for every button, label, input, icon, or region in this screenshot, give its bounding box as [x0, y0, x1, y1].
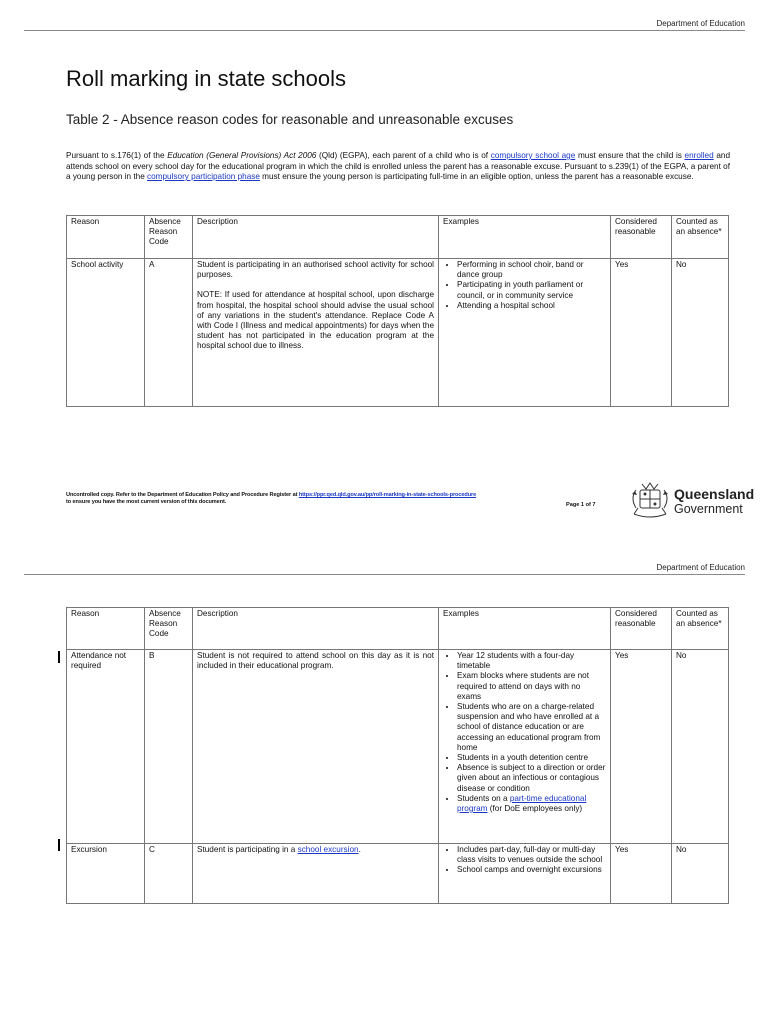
list-item: • Year 12 students with a four-day timetable [457, 651, 606, 671]
list-item: • Students who are on a charge-related suspension and who have enrolled at a school of distance education or are accessing an educational program from home [457, 702, 606, 753]
page-header [24, 554, 745, 575]
description-cell [193, 844, 439, 904]
school-excursion-link[interactable]: school excursion [297, 845, 359, 854]
queensland-wordmark: Queensland [674, 486, 755, 502]
page-footer [66, 492, 476, 506]
code-cell: C [145, 844, 193, 904]
change-bar [58, 839, 60, 851]
list-item: • Participating in youth parliament or council, or in community service [457, 280, 606, 300]
examples-list [443, 260, 606, 311]
description-text: Student is participating in an authorised school activity for school purposes. [197, 260, 434, 280]
col-header-absence: Counted as an absence* [672, 216, 729, 259]
col-header-description: Description [193, 608, 439, 650]
col-header-description: Description [193, 216, 439, 259]
part-time-program-link[interactable]: part-time educational program [457, 793, 587, 814]
reason-cell: School activity [67, 259, 145, 407]
reasonable-cell: Yes [611, 259, 672, 407]
examples-cell [439, 844, 611, 904]
example-text: (for DoE employees only) [487, 804, 583, 814]
compulsory-participation-phase-link[interactable]: compulsory participation phase [147, 172, 260, 182]
intro-text: must ensure the young person is participating full-time in an eligible option, unless the parent has a reasonable excuse. [259, 172, 694, 182]
table-row [67, 650, 729, 844]
footer-text: Uncontrolled copy. Refer to the Department of Education Policy and Procedure Register at [66, 492, 299, 498]
list-item: • School camps and overnight excursions [457, 865, 606, 875]
list-item: • Attending a hospital school [457, 301, 606, 311]
list-item: • Performing in school choir, band or dance group [457, 260, 606, 280]
table-caption: Table 2 - Absence reason codes for reasonable and unreasonable excuses [66, 112, 514, 127]
intro-text: Pursuant to s.176(1) of the [66, 151, 168, 160]
code-cell: A [145, 259, 193, 407]
absence-table-page1 [66, 215, 729, 407]
col-header-reasonable: Considered reasonable [611, 608, 672, 650]
col-header-code: Absence Reason Code [145, 216, 193, 259]
absence-table-page2 [66, 607, 729, 904]
page-2 [0, 548, 768, 1024]
department-label: Department of Education [656, 563, 745, 572]
table-row [67, 259, 729, 407]
list-item: • Students in a youth detention centre [457, 753, 606, 763]
reasonable-cell: Yes [611, 650, 672, 844]
description-text: . [358, 845, 361, 854]
compulsory-school-age-link[interactable]: compulsory school age [490, 151, 576, 160]
act-name: Education (General Provisions) Act 2006 [167, 151, 317, 160]
intro-text: and attends school on every school day for the educational program in which the child is enrolled unless the parent has a reasonable excuse. Pursuant to s.239(1) of the EGPA, a parent of a young person in the [66, 151, 731, 182]
government-wordmark: Government [674, 502, 743, 516]
change-bar [58, 651, 60, 663]
department-label: Department of Education [656, 19, 745, 28]
example-text: Students on a [457, 793, 510, 803]
document-title: Roll marking in state schools [66, 66, 347, 91]
table-header-row [67, 216, 729, 259]
col-header-examples: Examples [439, 216, 611, 259]
table-row [67, 844, 729, 904]
reasonable-cell: Yes [611, 844, 672, 904]
examples-list [443, 651, 606, 814]
intro-paragraph [66, 151, 730, 183]
page-header [24, 10, 745, 31]
absence-cell: No [672, 650, 729, 844]
col-header-examples: Examples [439, 608, 611, 650]
list-item: • Includes part-day, full-day or multi-day class visits to venues outside the school [457, 845, 606, 865]
description-note: NOTE: If used for attendance at hospital school, upon discharge from hospital, the hospital school should advise the usual school of any variations in the student's attendance. Replace Code A with Code I (Illness and medical appointments) for days when the student has not participated in the education program at the hospital school due to illness. [197, 290, 434, 351]
col-header-reasonable: Considered reasonable [611, 216, 672, 259]
reason-cell: Excursion [67, 844, 145, 904]
description-text: Student is participating in a [197, 845, 298, 854]
list-item: • Absence is subject to a direction or order given about an infectious or contagious disease or condition [457, 763, 606, 794]
description-cell [193, 259, 439, 407]
page-number: Page 1 of 7 [566, 502, 596, 508]
examples-cell [439, 259, 611, 407]
col-header-code: Absence Reason Code [145, 608, 193, 650]
examples-list [443, 845, 606, 876]
intro-text: (Qld) (EGPA), each parent of a child who is of [316, 151, 491, 160]
reason-cell: Attendance not required [67, 650, 145, 844]
table-header-row [67, 608, 729, 650]
examples-cell [439, 650, 611, 844]
list-item: • Exam blocks where students are not required to attend on days with no exams [457, 671, 606, 702]
ppr-link[interactable]: https://ppr.qed.qld.gov.au/pp/roll-marking-in-state-schools-procedure [298, 492, 477, 498]
enrolled-link[interactable]: enrolled [684, 151, 714, 160]
absence-cell: No [672, 844, 729, 904]
code-cell: B [145, 650, 193, 844]
footer-text: to ensure you have the most current version of this document. [66, 499, 227, 505]
col-header-absence: Counted as an absence* [672, 608, 729, 650]
description-cell: Student is not required to attend school on this day as it is not included in their educational program. [193, 650, 439, 844]
col-header-reason: Reason [67, 216, 145, 259]
intro-text: must ensure that the child is [575, 151, 685, 160]
absence-cell: No [672, 259, 729, 407]
list-item [457, 794, 606, 814]
col-header-reason: Reason [67, 608, 145, 650]
